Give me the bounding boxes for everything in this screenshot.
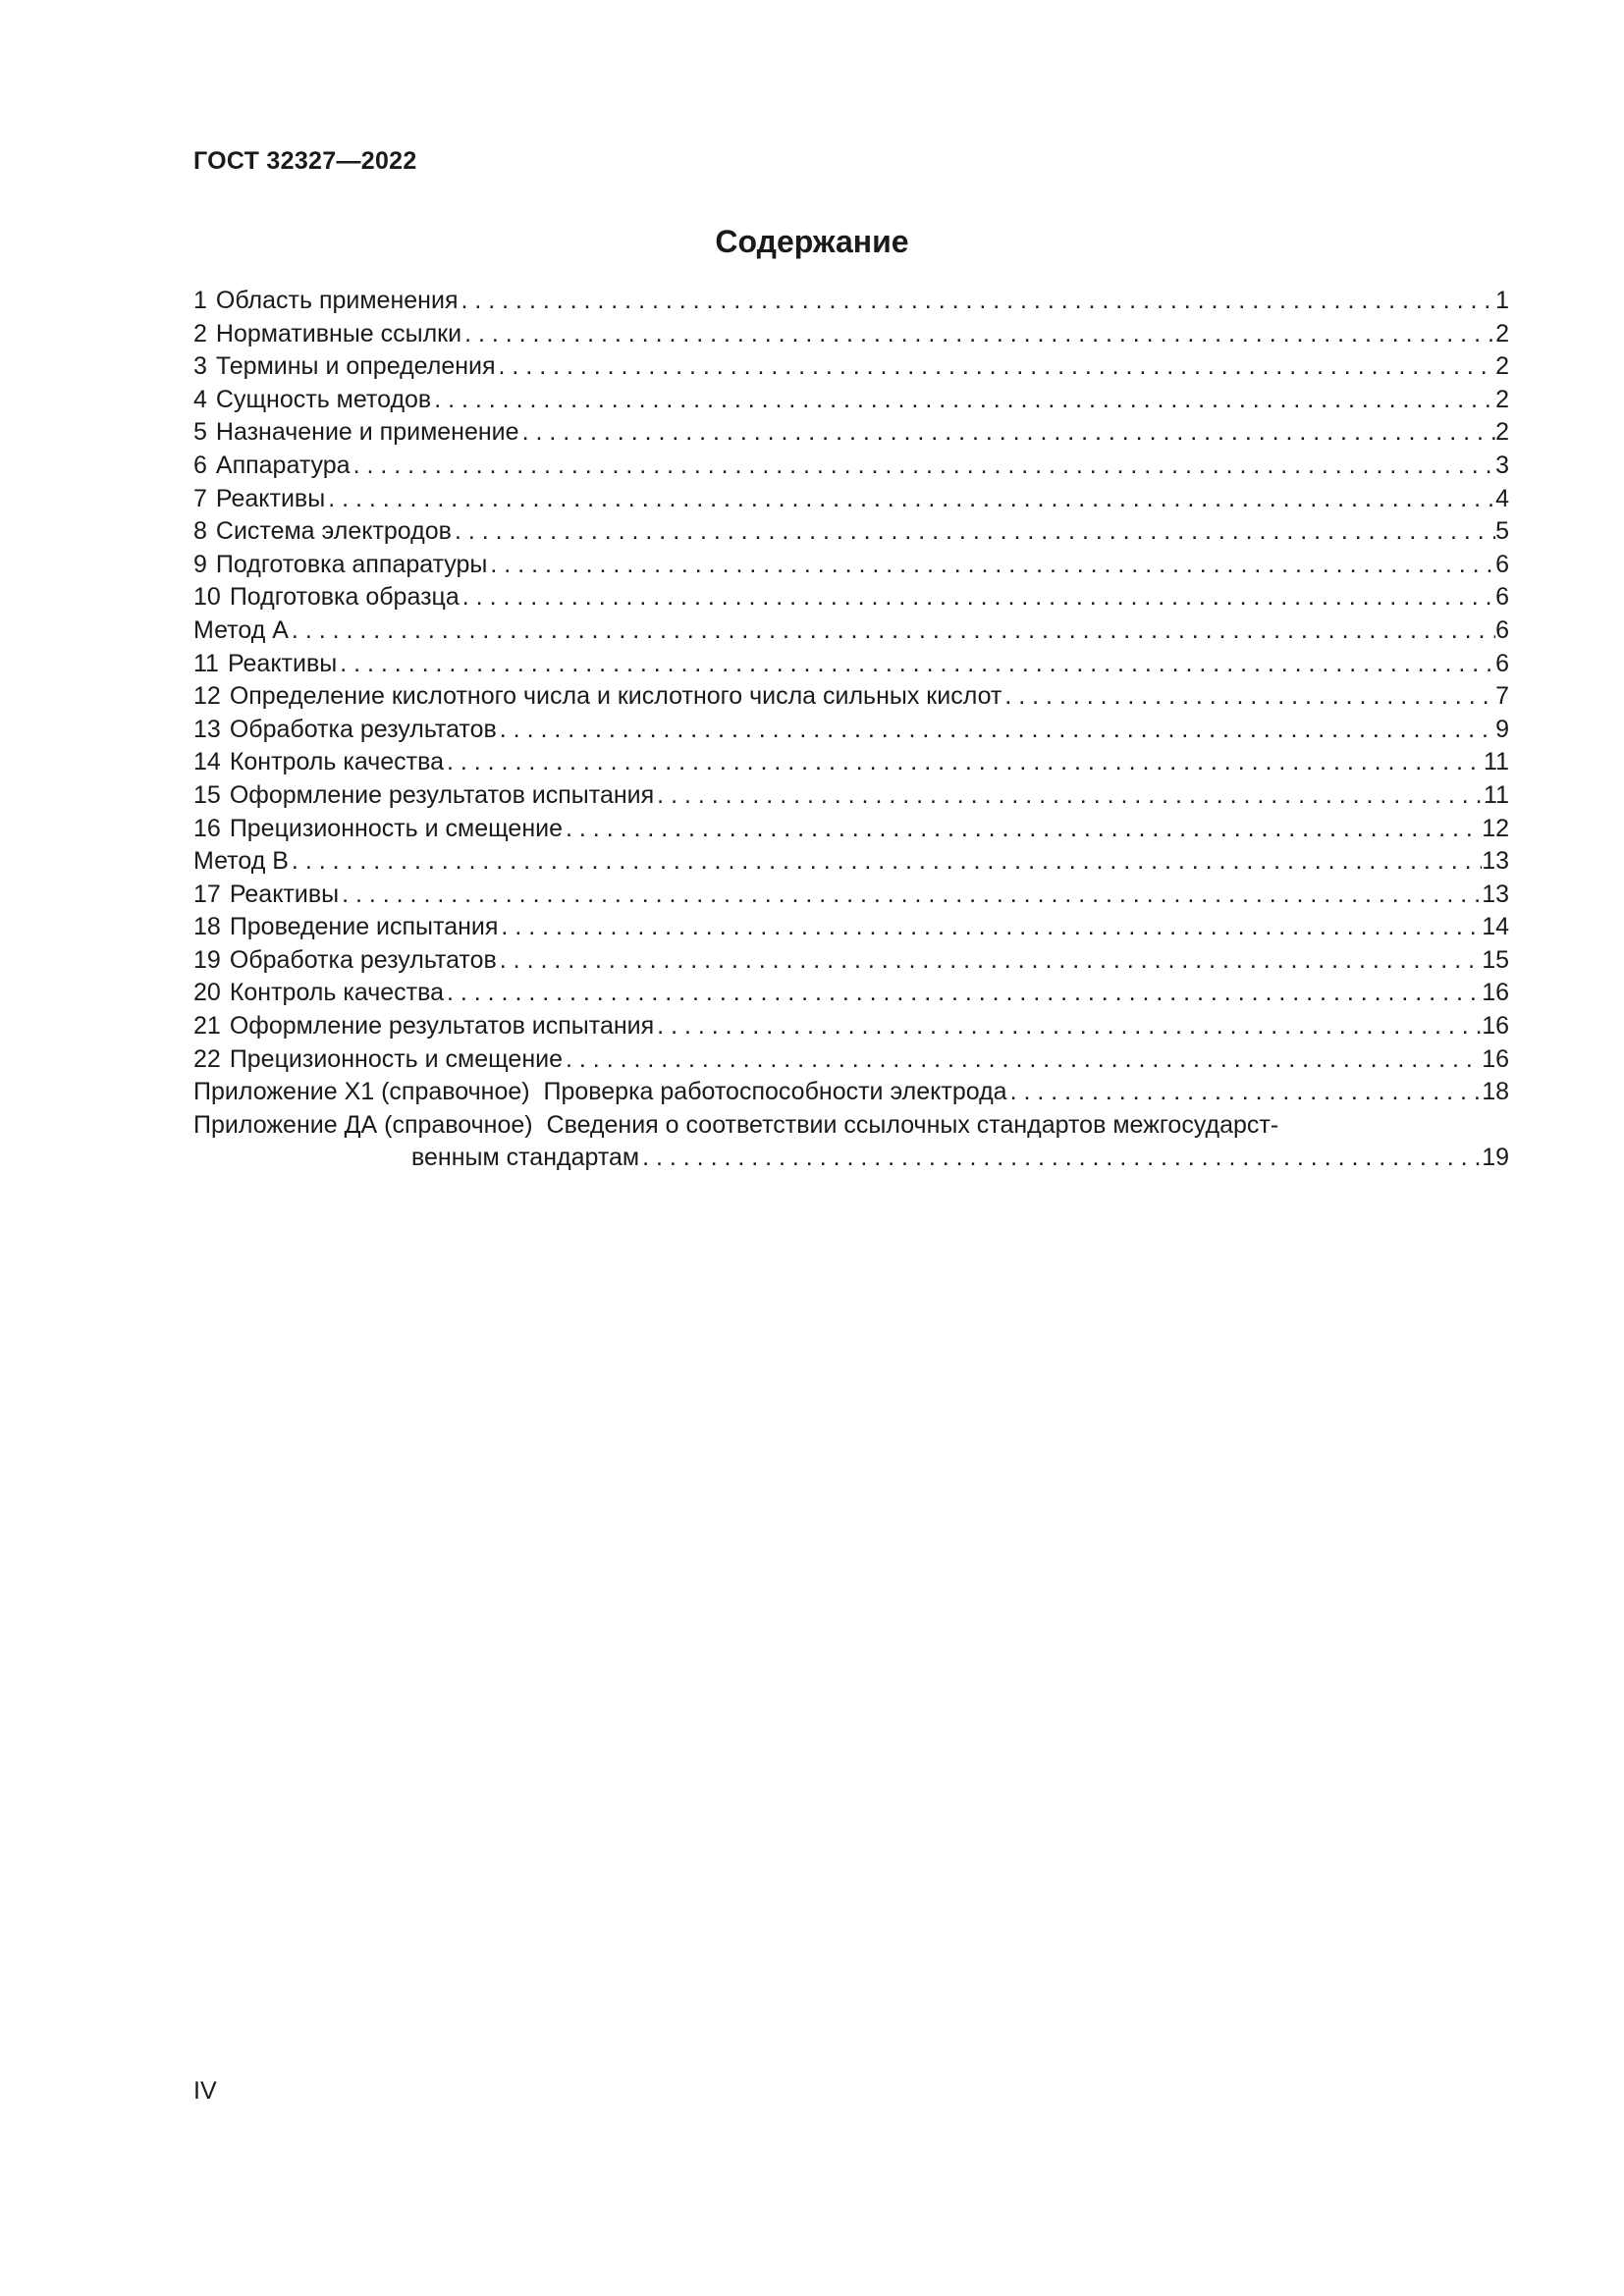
- toc-entry-title: Термины и определения: [215, 352, 496, 381]
- toc-entry-page: 4: [1495, 484, 1509, 512]
- toc-entry-9[interactable]: [193, 549, 1509, 582]
- toc-entry-page: 13: [1482, 847, 1509, 876]
- toc-entry-page: 2: [1495, 319, 1509, 347]
- toc-entry-21[interactable]: [193, 1010, 1509, 1043]
- toc-leader-dots: [460, 285, 1495, 318]
- toc-entry-page: 6: [1495, 550, 1509, 578]
- toc-entry-number: 19: [193, 945, 221, 974]
- page-number: IV: [193, 2077, 217, 2105]
- toc-entry-page: 7: [1495, 682, 1509, 711]
- toc-entry-18[interactable]: [193, 911, 1509, 944]
- toc-entry-5[interactable]: [193, 416, 1509, 450]
- toc-entry-number: 21: [193, 1012, 221, 1041]
- toc-leader-dots: [447, 746, 1484, 779]
- toc-entry-page: 16: [1482, 1012, 1509, 1041]
- toc-entry-page: 16: [1482, 979, 1509, 1007]
- toc-entry-title: Реактивы: [229, 880, 340, 908]
- toc-entry-11[interactable]: [193, 648, 1509, 681]
- toc-entry-title: Реактивы: [227, 649, 338, 677]
- toc-entry-number: 13: [193, 715, 221, 743]
- toc-entry-number: 11: [193, 649, 219, 677]
- toc-entry-13[interactable]: [193, 714, 1509, 747]
- toc-entry-title: Контроль качества: [229, 979, 444, 1007]
- toc-leader-dots: [1010, 1076, 1483, 1109]
- toc-entry-title: Обработка результатов: [229, 945, 497, 974]
- toc-entry-page: 1: [1495, 287, 1509, 314]
- toc-entry-title: Контроль качества: [229, 748, 444, 776]
- toc-leader-dots: [447, 977, 1482, 1010]
- toc-entry-number: 2: [193, 319, 207, 347]
- toc-entry-title: Оформление результатов испытания: [229, 1012, 655, 1041]
- toc-leader-dots: [292, 614, 1495, 648]
- toc-leader-dots: [462, 581, 1495, 614]
- toc-entry-number: 20: [193, 979, 221, 1007]
- toc-entry-title: Приложение Х1 (справочное) Проверка работоспособности электрода: [193, 1078, 1007, 1106]
- toc-leader-dots: [657, 779, 1484, 813]
- toc-entry-title: Прецизионность и смещение: [229, 814, 564, 842]
- toc-entry-2[interactable]: [193, 318, 1509, 351]
- toc-leader-dots: [292, 845, 1482, 879]
- toc-entry-title: Обработка результатов: [229, 715, 497, 743]
- toc-leader-dots: [499, 350, 1496, 384]
- toc-entry-title: Подготовка аппаратуры: [215, 550, 488, 578]
- toc-entry-page: 13: [1482, 880, 1509, 908]
- toc-entry-method-b[interactable]: [193, 845, 1509, 879]
- toc-entry-page: 11: [1484, 748, 1509, 776]
- toc-leader-dots: [353, 450, 1496, 483]
- toc-entry-method-a[interactable]: [193, 614, 1509, 648]
- toc-entry-page: 18: [1482, 1078, 1509, 1106]
- toc-entry-page: 3: [1495, 451, 1509, 479]
- toc-entry-page: 2: [1495, 418, 1509, 447]
- toc-entry-number: 7: [193, 484, 207, 512]
- toc-entry-page: 15: [1482, 945, 1509, 974]
- toc-entry-number: 3: [193, 352, 207, 381]
- toc-entry-number: 22: [193, 1044, 221, 1073]
- toc-entry-appendix-x1[interactable]: [193, 1076, 1509, 1109]
- toc-entry-1[interactable]: [193, 285, 1509, 318]
- toc-entry-number: 5: [193, 418, 207, 447]
- toc-leader-dots: [340, 648, 1495, 681]
- toc-leader-dots: [464, 318, 1495, 351]
- toc-entry-title: Реактивы: [215, 484, 326, 512]
- toc-entry-17[interactable]: [193, 879, 1509, 912]
- toc-entry-page: 16: [1482, 1044, 1509, 1073]
- toc-entry-title: Метод В: [193, 847, 289, 876]
- toc-entry-3[interactable]: [193, 350, 1509, 384]
- toc-entry-title-continuation: венным стандартам: [411, 1144, 640, 1172]
- toc-entry-number: 15: [193, 780, 221, 809]
- toc-entry-number: 16: [193, 814, 221, 842]
- toc-entry-page: 2: [1495, 385, 1509, 413]
- toc-entry-22[interactable]: [193, 1043, 1509, 1077]
- toc-entry-4[interactable]: [193, 384, 1509, 417]
- toc-leader-dots: [500, 944, 1482, 978]
- toc-entry-8[interactable]: [193, 515, 1509, 549]
- toc-leader-dots: [455, 515, 1495, 549]
- toc-entry-title: Проведение испытания: [229, 913, 499, 941]
- toc-entry-12[interactable]: [193, 680, 1509, 714]
- toc-entry-number: 9: [193, 550, 207, 578]
- toc-entry-title: Приложение ДА (справочное) Сведения о соответствии ссылочных стандартов межгосударст-: [193, 1110, 1279, 1139]
- toc-entry-number: 10: [193, 583, 221, 612]
- toc-entry-page: 6: [1495, 583, 1509, 612]
- toc-entry-title: Подготовка образца: [229, 583, 460, 612]
- toc-title: Содержание: [715, 224, 909, 259]
- toc-entry-number: 8: [193, 517, 207, 546]
- toc-entry-page: 11: [1484, 780, 1509, 809]
- toc-entry-title: Определение кислотного числа и кислотного числа сильных кислот: [229, 682, 1002, 711]
- toc-entry-15[interactable]: [193, 779, 1509, 813]
- toc-entry-page: 6: [1495, 615, 1509, 644]
- toc-entry-7[interactable]: [193, 483, 1509, 516]
- toc-entry-title: Прецизионность и смещение: [229, 1044, 564, 1073]
- toc-entry-title: Система электродов: [215, 517, 452, 546]
- toc-entry-16[interactable]: [193, 813, 1509, 846]
- table-of-contents: [193, 285, 1509, 1175]
- toc-leader-dots: [342, 879, 1482, 912]
- toc-entry-appendix-da[interactable]: [193, 1109, 1509, 1143]
- toc-leader-dots: [566, 813, 1482, 846]
- toc-entry-number: 1: [193, 287, 207, 314]
- toc-entry-page: 12: [1482, 814, 1509, 842]
- toc-entry-page: 19: [1482, 1144, 1509, 1172]
- toc-entry-14[interactable]: [193, 746, 1509, 779]
- toc-entry-page: 5: [1495, 517, 1509, 546]
- toc-leader-dots: [434, 384, 1495, 417]
- toc-entry-title: Сущность методов: [215, 385, 432, 413]
- toc-leader-dots: [490, 549, 1495, 582]
- toc-entry-number: 12: [193, 682, 221, 711]
- toc-entry-number: 18: [193, 913, 221, 941]
- toc-entry-title: Метод А: [193, 615, 289, 644]
- toc-entry-page: 9: [1495, 715, 1509, 743]
- toc-entry-number: 4: [193, 385, 207, 413]
- toc-entry-number: 14: [193, 748, 221, 776]
- toc-leader-dots: [1004, 680, 1495, 714]
- toc-entry-10[interactable]: [193, 581, 1509, 614]
- toc-leader-dots: [500, 714, 1495, 747]
- toc-entry-title: Нормативные ссылки: [215, 319, 462, 347]
- toc-entry-6[interactable]: [193, 450, 1509, 483]
- toc-leader-dots: [522, 416, 1496, 450]
- toc-entry-19[interactable]: [193, 944, 1509, 978]
- toc-leader-dots: [657, 1010, 1482, 1043]
- toc-entry-title: Назначение и применение: [215, 418, 519, 447]
- toc-entry-number: 17: [193, 880, 221, 908]
- toc-leader-dots: [501, 911, 1482, 944]
- toc-entry-title: Область применения: [215, 287, 459, 314]
- toc-entry-page: 6: [1495, 649, 1509, 677]
- toc-entry-title: Оформление результатов испытания: [229, 780, 655, 809]
- toc-entry-20[interactable]: [193, 977, 1509, 1010]
- toc-entry-title: Аппаратура: [215, 451, 351, 479]
- toc-entry-page: 2: [1495, 352, 1509, 381]
- toc-leader-dots: [566, 1043, 1482, 1077]
- toc-leader-dots: [328, 483, 1495, 516]
- toc-entry-page: 14: [1482, 913, 1509, 941]
- document-code: ГОСТ 32327—2022: [193, 147, 417, 175]
- toc-entry-appendix-da-continuation[interactable]: [193, 1142, 1509, 1175]
- toc-leader-dots: [642, 1142, 1482, 1175]
- toc-entry-number: 6: [193, 451, 207, 479]
